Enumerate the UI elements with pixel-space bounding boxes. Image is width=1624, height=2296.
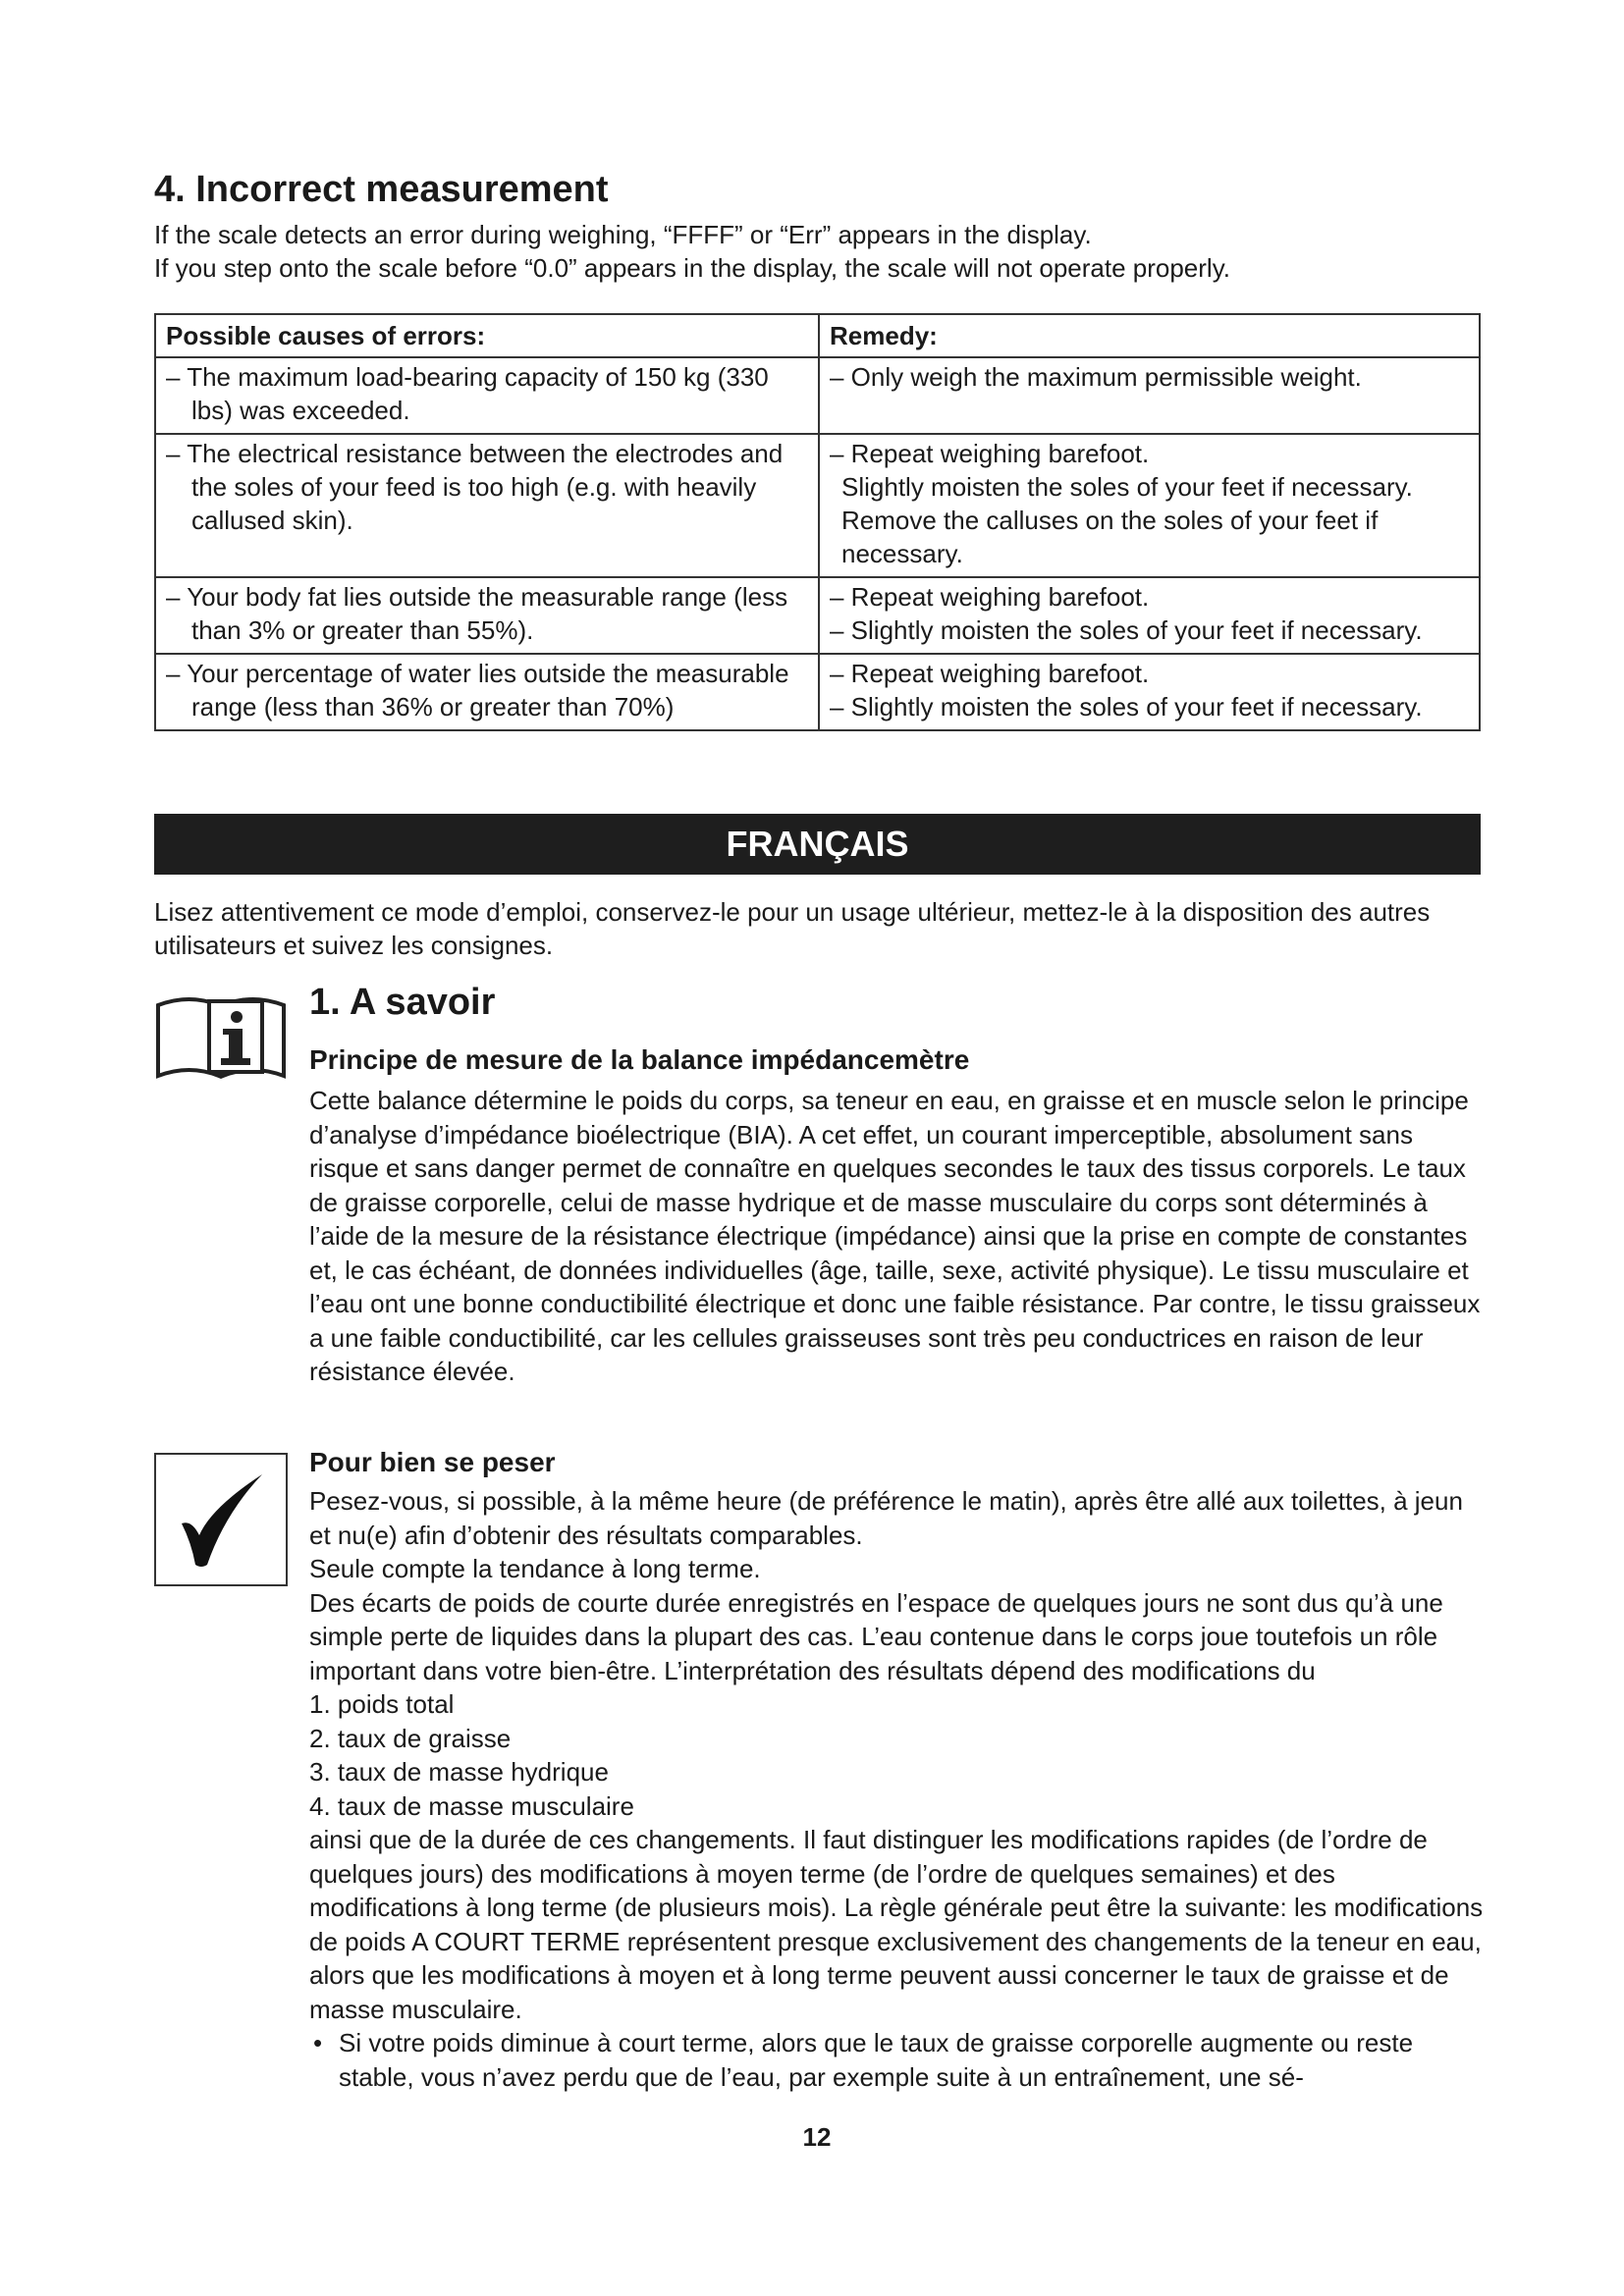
checkmark-icon — [154, 1453, 288, 1586]
peser-title: Pour bien se peser — [309, 1447, 556, 1477]
section-intro — [154, 218, 1480, 285]
language-banner: FRANÇAIS — [154, 814, 1481, 875]
cause-text: – Your percentage of water lies outside the measurable range (less than 36% or greater than 70%) — [166, 659, 789, 721]
remedy-cell — [819, 654, 1480, 730]
list-item: 1. poids total — [309, 1689, 455, 1719]
list-item: 3. taux de masse hydrique — [309, 1757, 609, 1787]
cause-cell — [155, 434, 819, 577]
peser-body — [309, 1484, 1488, 2094]
info-book-icon — [154, 991, 288, 1091]
intro-line: If the scale detects an error during weighing, “FFFF” or “Err” appears in the display. — [154, 220, 1092, 249]
remedy-text: – Repeat weighing barefoot. — [830, 582, 1150, 612]
french-intro — [154, 895, 1480, 962]
principle-body — [309, 1084, 1488, 1389]
remedy-text: – Slightly moisten the soles of your feet if necessary. — [830, 615, 1423, 645]
cause-cell — [155, 654, 819, 730]
remedy-text: Slightly moisten the soles of your feet if necessary. Remove the calluses on the soles of your feet if necessary. — [841, 472, 1413, 568]
peser-text: Des écarts de poids de courte durée enregistrés en l’espace de quelques jours ne sont dus qu’à une simple perte de liquides dans la plupart des cas. L’eau contenue dans le corps joue toutefois un rôle important dans votre bien-être. L’interprétation des résultats dépend des modifications du — [309, 1587, 1443, 1685]
cause-cell — [155, 357, 819, 434]
list-item: 2. taux de graisse — [309, 1723, 512, 1753]
savoir-title: 1. A savoir — [309, 982, 496, 1023]
remedy-text: – Slightly moisten the soles of your feet if necessary. — [830, 692, 1423, 721]
column-header-remedy: Remedy: — [819, 314, 1480, 357]
remedy-cell — [819, 434, 1480, 577]
remedy-cell — [819, 357, 1480, 434]
page-number: 12 — [802, 2122, 832, 2152]
error-table — [154, 313, 1481, 731]
list-item: 4. taux de masse musculaire — [309, 1790, 634, 1821]
remedy-text: – Repeat weighing barefoot. — [830, 659, 1150, 688]
table-row — [155, 654, 1480, 730]
intro-line: If you step onto the scale before “0.0” appears in the display, the scale will not operate properly. — [154, 253, 1230, 283]
french-intro-text: Lisez attentivement ce mode d’emploi, conservez-le pour un usage ultérieur, mettez-le à la disposition des autres utilisateurs et suivez les consignes. — [154, 897, 1431, 960]
section-title: 4. Incorrect measurement — [154, 169, 609, 210]
bullet-item: • Si votre poids diminue à court terme, alors que le taux de graisse corporelle augmente ou reste stable, vous n’avez perdu que de l’eau, par exemple suite à un entraînement, une sé- — [309, 2026, 1488, 2094]
cause-text: – The electrical resistance between the electrodes and the soles of your feed is too high (e.g. with heavily callused skin). — [166, 439, 784, 535]
modification-list — [309, 1687, 1488, 1823]
bullet-list — [309, 2026, 1488, 2094]
peser-text: Pesez-vous, si possible, à la même heure (de préférence le matin), après être allé aux toilettes, à jeun et nu(e) afin d’obtenir des résultats comparables. — [309, 1486, 1463, 1550]
principle-text: Cette balance détermine le poids du corps, sa teneur en eau, en graisse et en muscle selon le principe d’analyse d’impédance bioélectrique (BIA). A cet effet, un courant imperceptible, absolument sans risque et sans danger permet de connaître en quelques secondes le taux des tissus corporels. Le taux de graisse corporelle, celui de masse hydrique et de masse musculaire du corps sont déterminés à l’aide de la mesure de la résistance électrique (impédance) ainsi que la prise en compte de constantes et, le cas échéant, de données individuelles (âge, taille, sexe, activité physique). Le tissu musculaire et l’eau ont une bonne conductibilité électrique et donc une faible résistance. Par contre, le tissu graisseux a une faible conductibilité, car les cellules graisseuses sont très peu conductrices en raison de leur résistance élevée. — [309, 1086, 1481, 1386]
table-row — [155, 434, 1480, 577]
table-row — [155, 357, 1480, 434]
column-header-causes: Possible causes of errors: — [155, 314, 819, 357]
cause-cell — [155, 577, 819, 654]
remedy-text: – Only weigh the maximum permissible weight. — [830, 362, 1362, 392]
cause-text: – Your body fat lies outside the measurable range (less than 3% or greater than 55%). — [166, 582, 788, 645]
peser-text: ainsi que de la durée de ces changements. Il faut distinguer les modifications rapides (de l’ordre de quelques jours) des modifications à moyen terme (de l’ordre de quelques semaines) et des modifications à long terme (de plusieurs mois). La règle générale peut être la suivante: les modifications de poids A COURT TERME représentent presque exclusivement des changements de la teneur en eau, alors que les modifications à moyen et à long terme peuvent aussi concerner le taux de graisse et de masse musculaire. — [309, 1825, 1484, 2024]
principle-subtitle: Principe de mesure de la balance impédancemètre — [309, 1044, 970, 1075]
table-header-row — [155, 314, 1480, 357]
cause-text: – The maximum load-bearing capacity of 150 kg (330 lbs) was exceeded. — [166, 362, 769, 425]
remedy-text: – Repeat weighing barefoot. — [830, 439, 1150, 468]
remedy-cell — [819, 577, 1480, 654]
table-row — [155, 577, 1480, 654]
peser-text: Seule compte la tendance à long terme. — [309, 1554, 761, 1583]
